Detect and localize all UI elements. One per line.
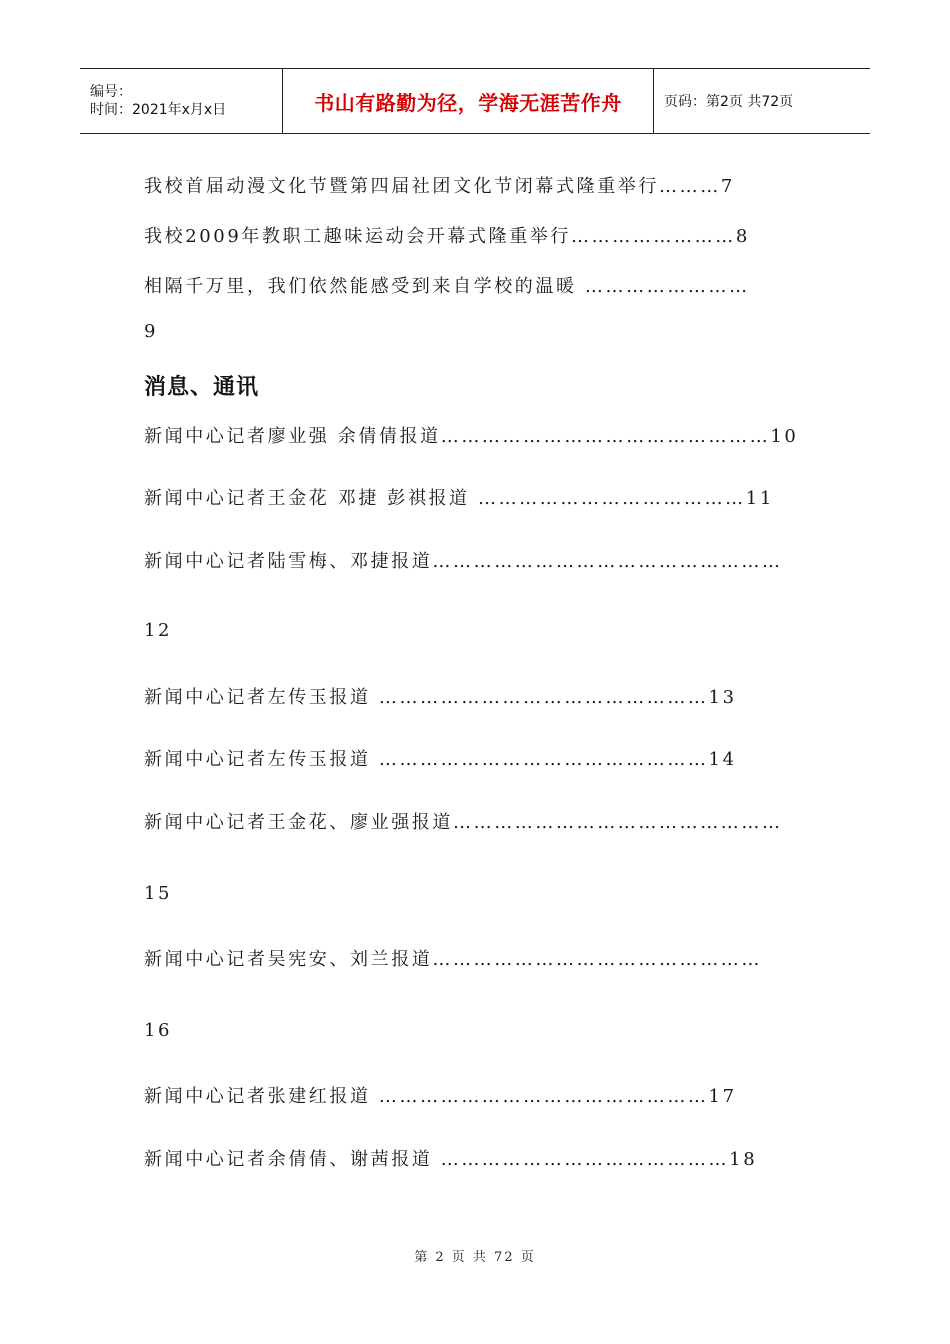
toc-entry[interactable] — [144, 222, 809, 248]
toc-page-number: 11 — [745, 488, 774, 509]
section-title: 消息、通讯 — [144, 375, 260, 400]
toc-page-number: 7 — [720, 176, 735, 197]
toc-entry-title: 新闻中心记者张建红报道 — [144, 1086, 379, 1107]
toc-entry-title: 新闻中心记者王金花 邓捷 彭祺报道 — [144, 488, 478, 509]
toc-entry[interactable] — [144, 1145, 809, 1171]
toc-page-number: 13 — [708, 687, 737, 708]
toc-entry-title: 新闻中心记者吴宪安、刘兰报道 — [144, 949, 433, 970]
header-meta — [80, 69, 282, 133]
toc-leader-dots: ………………………………………… — [440, 426, 771, 447]
toc-entry-title: 新闻中心记者左传玉报道 — [144, 749, 379, 770]
toc-entry[interactable] — [144, 745, 809, 771]
toc-entry[interactable] — [144, 484, 809, 510]
page-header — [80, 68, 870, 134]
toc-entry-title: 新闻中心记者王金花、廖业强报道 — [144, 812, 453, 833]
toc-leader-dots: …………………………………………… — [432, 551, 783, 572]
toc-page-number: 17 — [708, 1086, 737, 1107]
toc-page-number: 9 — [144, 321, 159, 342]
toc-leader-dots: …………………… — [571, 226, 736, 247]
toc-leader-dots: ………………………………………… — [432, 949, 763, 970]
toc-entry[interactable] — [144, 945, 809, 971]
toc-page-number: 16 — [144, 1020, 173, 1041]
toc-entry[interactable] — [144, 547, 809, 573]
header-page-info — [654, 69, 870, 133]
toc-entry-title: 我校2009年教职工趣味运动会开幕式隆重举行 — [144, 226, 572, 247]
toc-leader-dots: ………………………………………… — [378, 749, 709, 770]
toc-page-number: 14 — [708, 749, 737, 770]
toc-entry[interactable] — [144, 272, 809, 298]
toc-page-number: 8 — [735, 226, 750, 247]
toc-page-number: 10 — [770, 426, 799, 447]
toc-page-number: 15 — [144, 883, 173, 904]
page-footer: 第 2 页 共 72 页 — [414, 1250, 536, 1265]
toc-page-number: 12 — [144, 620, 173, 641]
toc-leader-dots: ………………………………………… — [378, 1086, 709, 1107]
toc-leader-dots: …………………………………… — [440, 1149, 730, 1170]
toc-entry-title: 新闻中心记者廖业强 余倩倩报道 — [144, 426, 441, 447]
header-motto-cell — [282, 69, 654, 133]
toc-entry[interactable] — [144, 808, 809, 834]
toc-entry-title: 相隔千万里，我们依然能感受到来自学校的温暖 — [144, 276, 585, 297]
toc-entry-title: 新闻中心记者陆雪梅、邓捷报道 — [144, 551, 433, 572]
toc-entry[interactable] — [144, 172, 809, 198]
toc-entry-title: 新闻中心记者左传玉报道 — [144, 687, 379, 708]
date-label: 时间：2021年x月x日 — [90, 102, 227, 118]
toc-leader-dots: ………………………………………… — [453, 812, 783, 833]
serial-label: 编号： — [90, 84, 132, 100]
toc-entry[interactable] — [144, 1082, 809, 1108]
toc-entry-title: 新闻中心记者余倩倩、谢茜报道 — [144, 1149, 441, 1170]
toc-leader-dots: ………………………………… — [477, 488, 746, 509]
motto: 书山有路勤为径，学海无涯苦作舟 — [314, 90, 622, 115]
toc-entry-title: 我校首届动漫文化节暨第四届社团文化节闭幕式隆重举行 — [144, 176, 659, 197]
page-info: 页码：第2页 共72页 — [664, 94, 794, 110]
toc-leader-dots: ……… — [659, 176, 721, 197]
toc-page-number: 18 — [729, 1149, 758, 1170]
toc-entry[interactable] — [144, 683, 809, 709]
toc-leader-dots: ………………………………………… — [378, 687, 709, 708]
toc-leader-dots: …………………… — [584, 276, 750, 297]
toc-entry[interactable] — [144, 422, 809, 448]
